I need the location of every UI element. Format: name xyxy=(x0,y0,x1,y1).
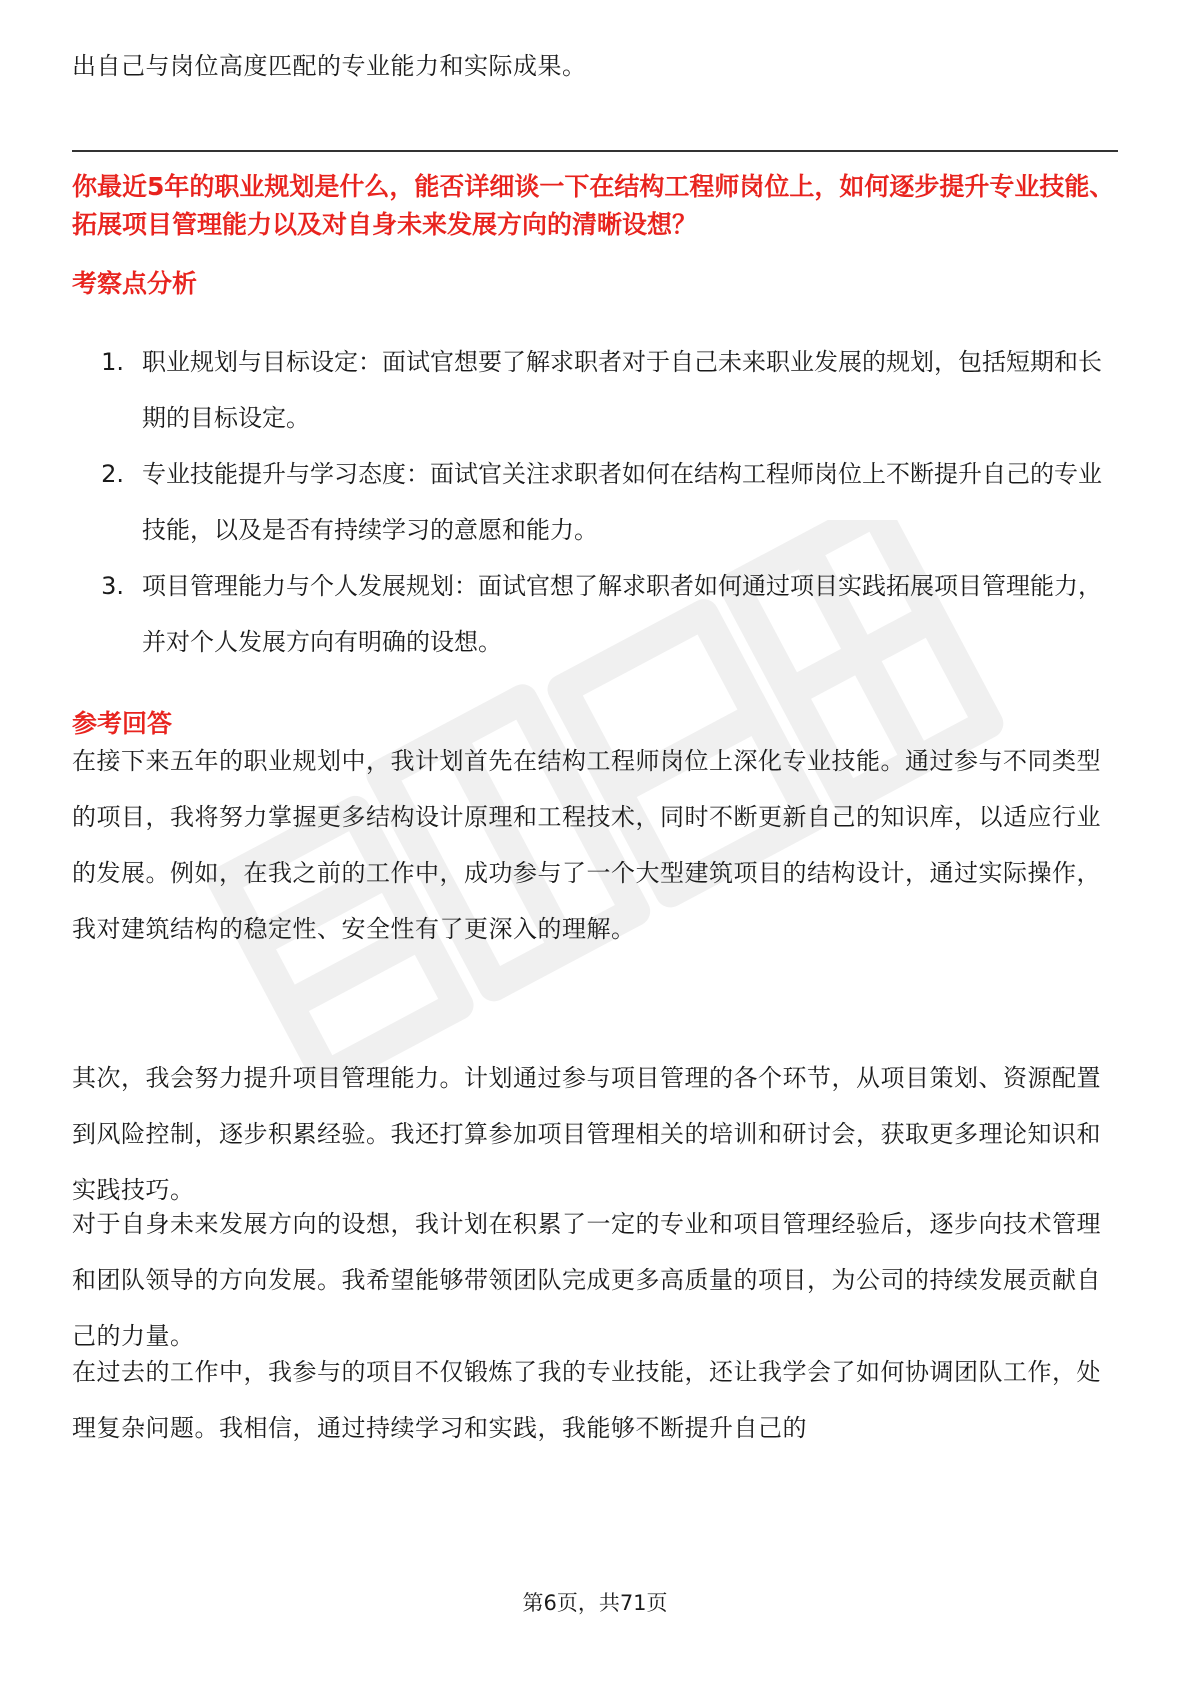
answer-paragraph: 在过去的工作中，我参与的项目不仅锻炼了我的专业技能，还让我学会了如何协调团队工作，处理复杂问题。我相信，通过持续学习和实践，我能够不断提升自己的 xyxy=(72,1358,1101,1442)
interview-question: 你最近5年的职业规划是什么，能否详细谈一下在结构工程师岗位上，如何逐步提升专业技能、拓展项目管理能力以及对自身未来发展方向的清晰设想？ xyxy=(72,172,1115,239)
analysis-heading: 考察点分析 xyxy=(72,269,198,298)
answer-paragraph: 在接下来五年的职业规划中，我计划首先在结构工程师岗位上深化专业技能。通过参与不同类型的项目，我将努力掌握更多结构设计原理和工程技术，同时不断更新自己的知识库，以适应行业的发展。例如，在我之前的工作中，成功参与了一个大型建筑项目的结构设计，通过实际操作，我对建筑结构的稳定性、安全性有了更深入的理解。 xyxy=(72,747,1101,943)
list-item xyxy=(72,446,1118,558)
list-item xyxy=(72,558,1118,670)
list-item-text: 职业规划与目标设定：面试官想要了解求职者对于自己未来职业发展的规划，包括短期和长期的目标设定。 xyxy=(142,348,1102,432)
list-item-text: 专业技能提升与学习态度：面试官关注求职者如何在结构工程师岗位上不断提升自己的专业技能，以及是否有持续学习的意愿和能力。 xyxy=(142,460,1102,544)
list-item-text: 项目管理能力与个人发展规划：面试官想了解求职者如何通过项目实践拓展项目管理能力，并对个人发展方向有明确的设想。 xyxy=(142,572,1102,656)
list-item-number: 3. xyxy=(101,572,124,600)
page-number-footer: 第6页，共71页 xyxy=(522,1591,668,1615)
intro-text: 出自己与岗位高度匹配的专业能力和实际成果。 xyxy=(72,52,587,80)
list-item-number: 2. xyxy=(101,460,124,488)
list-item xyxy=(72,334,1118,446)
answer-heading: 参考回答 xyxy=(72,709,173,738)
analysis-list xyxy=(72,334,1118,670)
section-divider xyxy=(72,150,1118,152)
answer-paragraph: 对于自身未来发展方向的设想，我计划在积累了一定的专业和项目管理经验后，逐步向技术管理和团队领导的方向发展。我希望能够带领团队完成更多高质量的项目，为公司的持续发展贡献自己的力量。 xyxy=(72,1210,1101,1350)
answer-paragraph: 其次，我会努力提升项目管理能力。计划通过参与项目管理的各个环节，从项目策划、资源配置到风险控制，逐步积累经验。我还打算参加项目管理相关的培训和研讨会，获取更多理论知识和实践技巧。 xyxy=(72,1064,1101,1204)
list-item-number: 1. xyxy=(101,348,124,376)
